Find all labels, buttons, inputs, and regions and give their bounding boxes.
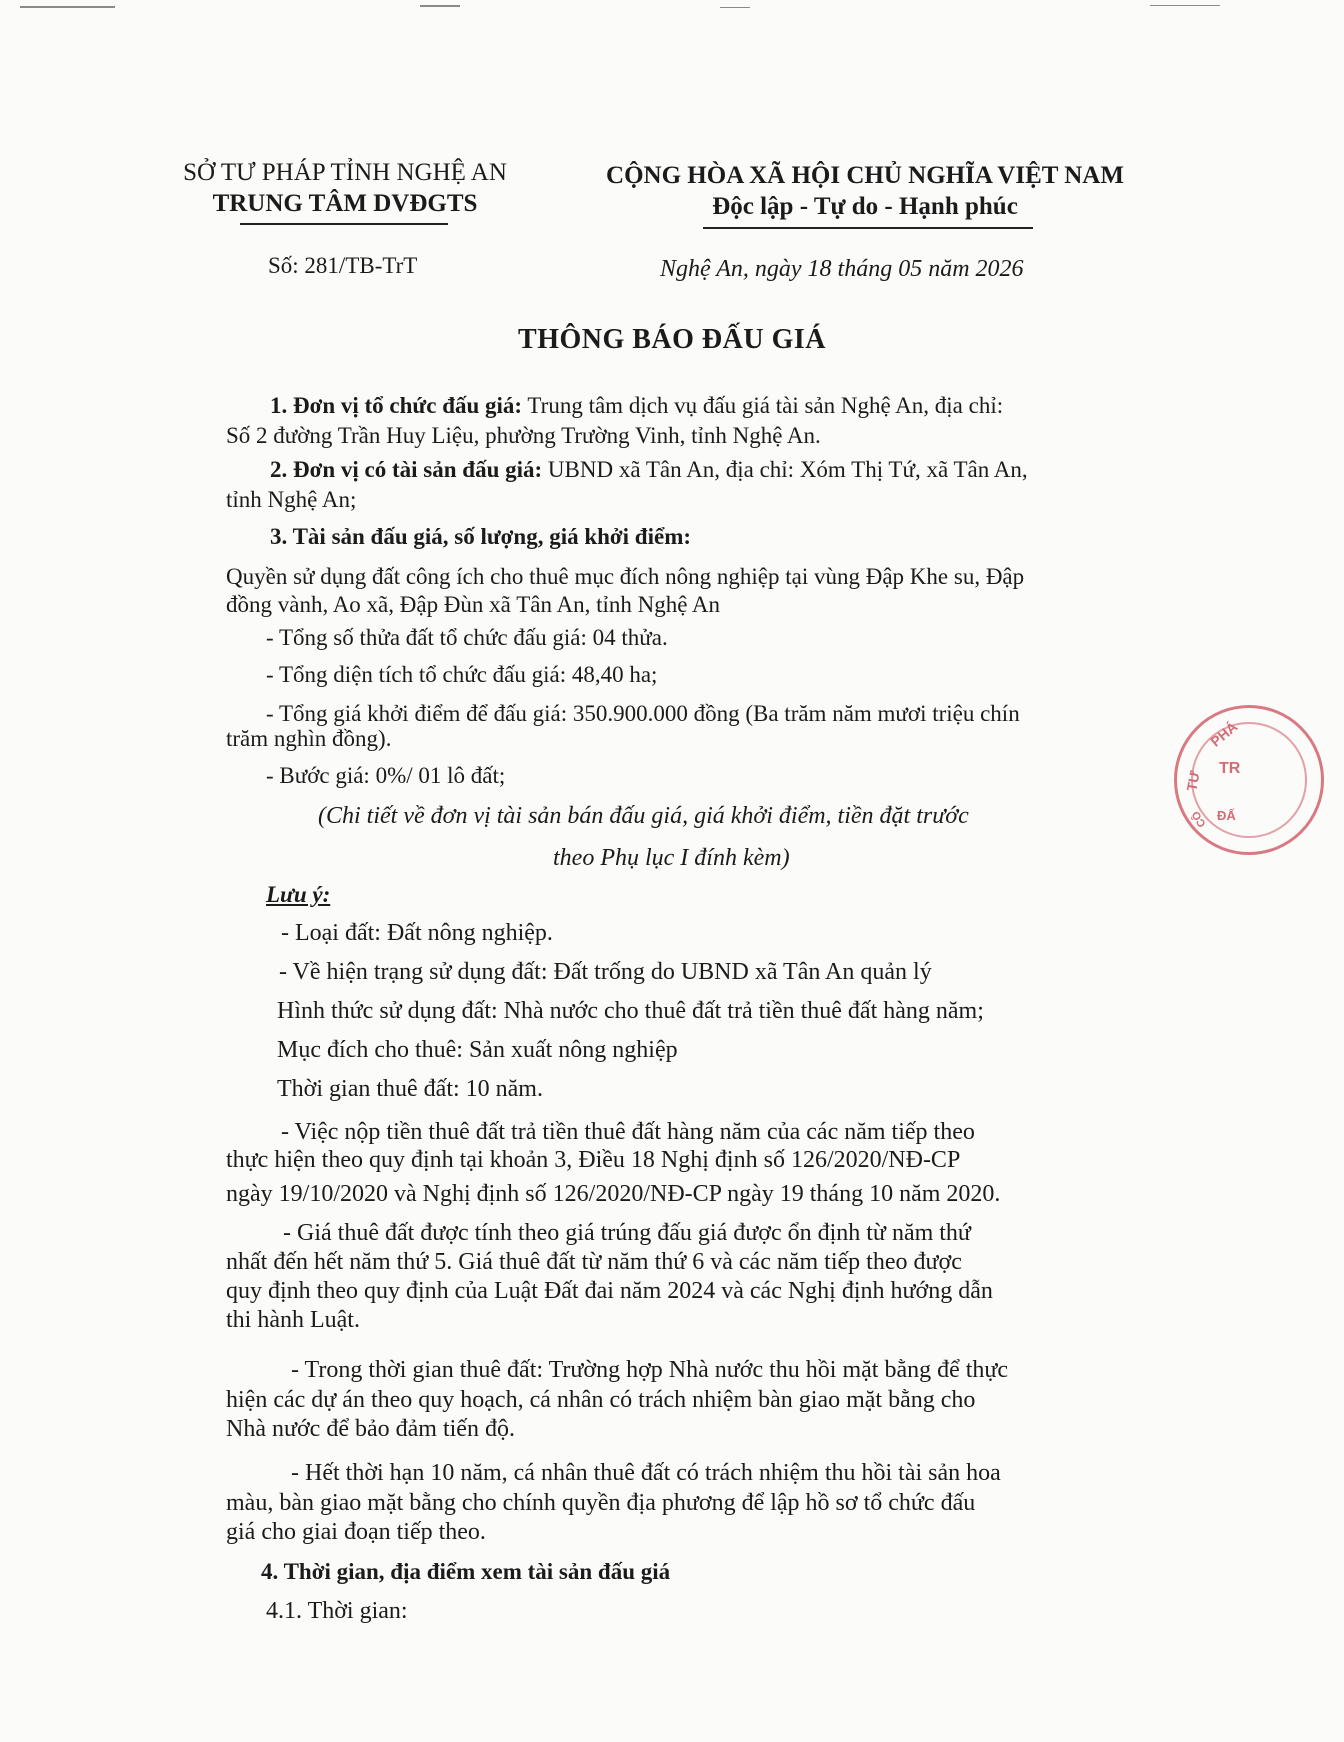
note-para-1-line3: ngày 19/10/2020 và Nghị định số 126/2020/NĐ-CP ngày 19 tháng 10 năm 2020.	[226, 1181, 1001, 1207]
note-para-2-line2: nhất đến hết năm thứ 5. Giá thuê đất từ năm thứ 6 và các năm tiếp theo được	[226, 1249, 962, 1275]
official-seal	[1174, 705, 1324, 855]
appendix-note-cont: theo Phụ lục I đính kèm)	[553, 845, 790, 871]
starting-price-cont: trăm nghìn đồng).	[226, 726, 392, 751]
note-para-3-line2: hiện các dự án theo quy hoạch, cá nhân có trách nhiệm bàn giao mặt bằng cho	[226, 1387, 976, 1413]
seal-text-fragment: ĐẤ	[1217, 808, 1236, 823]
section-1-label: 1. Đơn vị tổ chức đấu giá:	[270, 393, 523, 418]
note-purpose: Mục đích cho thuê: Sản xuất nông nghiệp	[277, 1037, 678, 1063]
section-2-label: 2. Đơn vị có tài sản đấu giá:	[270, 457, 543, 482]
note-land-status: - Về hiện trạng sử dụng đất: Đất trống do UBND xã Tân An quản lý	[279, 959, 932, 985]
notes-heading: Lưu ý:	[266, 882, 331, 907]
national-title: CỘNG HÒA XÃ HỘI CHỦ NGHĨA VIỆT NAM	[606, 162, 1124, 189]
section-2-text: UBND xã Tân An, địa chỉ: Xóm Thị Tứ, xã Tân An,	[542, 457, 1028, 482]
note-para-1-line2: thực hiện theo quy định tại khoản 3, Điều 18 Nghị định số 126/2020/NĐ-CP	[226, 1147, 961, 1173]
seal-text-fragment: TR	[1219, 760, 1241, 777]
note-para-2: - Giá thuê đất được tính theo giá trúng đấu giá được ổn định từ năm thứ	[283, 1220, 971, 1246]
section-3-desc: Quyền sử dụng đất công ích cho thuê mục đích nông nghiệp tại vùng Đập Khe su, Đập	[226, 564, 1025, 589]
note-para-3: - Trong thời gian thuê đất: Trường hợp Nhà nước thu hồi mặt bằng để thực	[291, 1357, 1009, 1383]
note-para-2-line4: thi hành Luật.	[226, 1307, 360, 1333]
section-4-1: 4.1. Thời gian:	[266, 1598, 408, 1624]
scan-artifact	[20, 6, 115, 8]
section-1	[270, 391, 1003, 421]
parcel-count: - Tổng số thửa đất tổ chức đấu giá: 04 thửa.	[266, 625, 668, 650]
bid-step: - Bước giá: 0%/ 01 lô đất;	[266, 763, 506, 788]
note-para-3-line3: Nhà nước để bảo đảm tiến độ.	[226, 1416, 515, 1442]
document-date: Nghệ An, ngày 18 tháng 05 năm 2026	[660, 256, 1024, 282]
agency-name: SỞ TƯ PHÁP TỈNH NGHỆ AN	[183, 159, 507, 186]
note-para-4-line3: giá cho giai đoạn tiếp theo.	[226, 1519, 486, 1545]
section-2	[270, 455, 1028, 485]
document-title: THÔNG BÁO ĐẤU GIÁ	[518, 324, 826, 355]
section-1-text: Trung tâm dịch vụ đấu giá tài sản Nghệ An, địa chỉ:	[522, 393, 1004, 418]
note-land-type: - Loại đất: Đất nông nghiệp.	[281, 920, 553, 946]
section-1-cont: Số 2 đường Trần Huy Liệu, phường Trường Vinh, tỉnh Nghệ An.	[226, 423, 821, 448]
total-area: - Tổng diện tích tổ chức đấu giá: 48,40 ha;	[266, 662, 658, 687]
scan-artifact	[420, 5, 460, 7]
note-para-4: - Hết thời hạn 10 năm, cá nhân thuê đất có trách nhiệm thu hồi tài sản hoa	[291, 1460, 1001, 1486]
note-usage-form: Hình thức sử dụng đất: Nhà nước cho thuê đất trả tiền thuê đất hàng năm;	[277, 998, 984, 1024]
scan-artifact	[720, 7, 750, 8]
note-para-4-line2: màu, bàn giao mặt bằng cho chính quyền địa phương để lập hồ sơ tổ chức đấu	[226, 1490, 976, 1516]
starting-price: - Tổng giá khởi điểm để đấu giá: 350.900.000 đồng (Ba trăm năm mươi triệu chín	[266, 701, 1020, 726]
national-motto: Độc lập - Tự do - Hạnh phúc	[712, 193, 1018, 220]
header-left-underline	[240, 223, 448, 225]
note-lease-term: Thời gian thuê đất: 10 năm.	[277, 1076, 543, 1102]
seal-text-fragment: CÔ	[1189, 808, 1209, 830]
seal-text-fragment: TƯ	[1183, 769, 1203, 793]
scan-artifact	[1150, 5, 1220, 6]
seal-text-fragment: PHÁ	[1207, 718, 1241, 750]
center-name: TRUNG TÂM DVĐGTS	[212, 190, 478, 217]
header-right-underline	[703, 227, 1033, 229]
appendix-note: (Chi tiết về đơn vị tài sản bán đấu giá, giá khởi điểm, tiền đặt trước	[318, 803, 969, 829]
section-3-label: 3. Tài sản đấu giá, số lượng, giá khởi điểm:	[270, 524, 692, 549]
document-number: Số: 281/TB-TrT	[268, 253, 418, 278]
note-para-2-line3: quy định theo quy định của Luật Đất đai năm 2024 và các Nghị định hướng dẫn	[226, 1278, 993, 1304]
section-4-label: 4. Thời gian, địa điểm xem tài sản đấu giá	[261, 1559, 671, 1584]
note-para-1: - Việc nộp tiền thuê đất trả tiền thuê đất hàng năm của các năm tiếp theo	[281, 1119, 975, 1145]
section-3-desc-cont: đồng vành, Ao xã, Đập Đùn xã Tân An, tỉnh Nghệ An	[226, 592, 721, 617]
section-2-cont: tỉnh Nghệ An;	[226, 487, 357, 512]
